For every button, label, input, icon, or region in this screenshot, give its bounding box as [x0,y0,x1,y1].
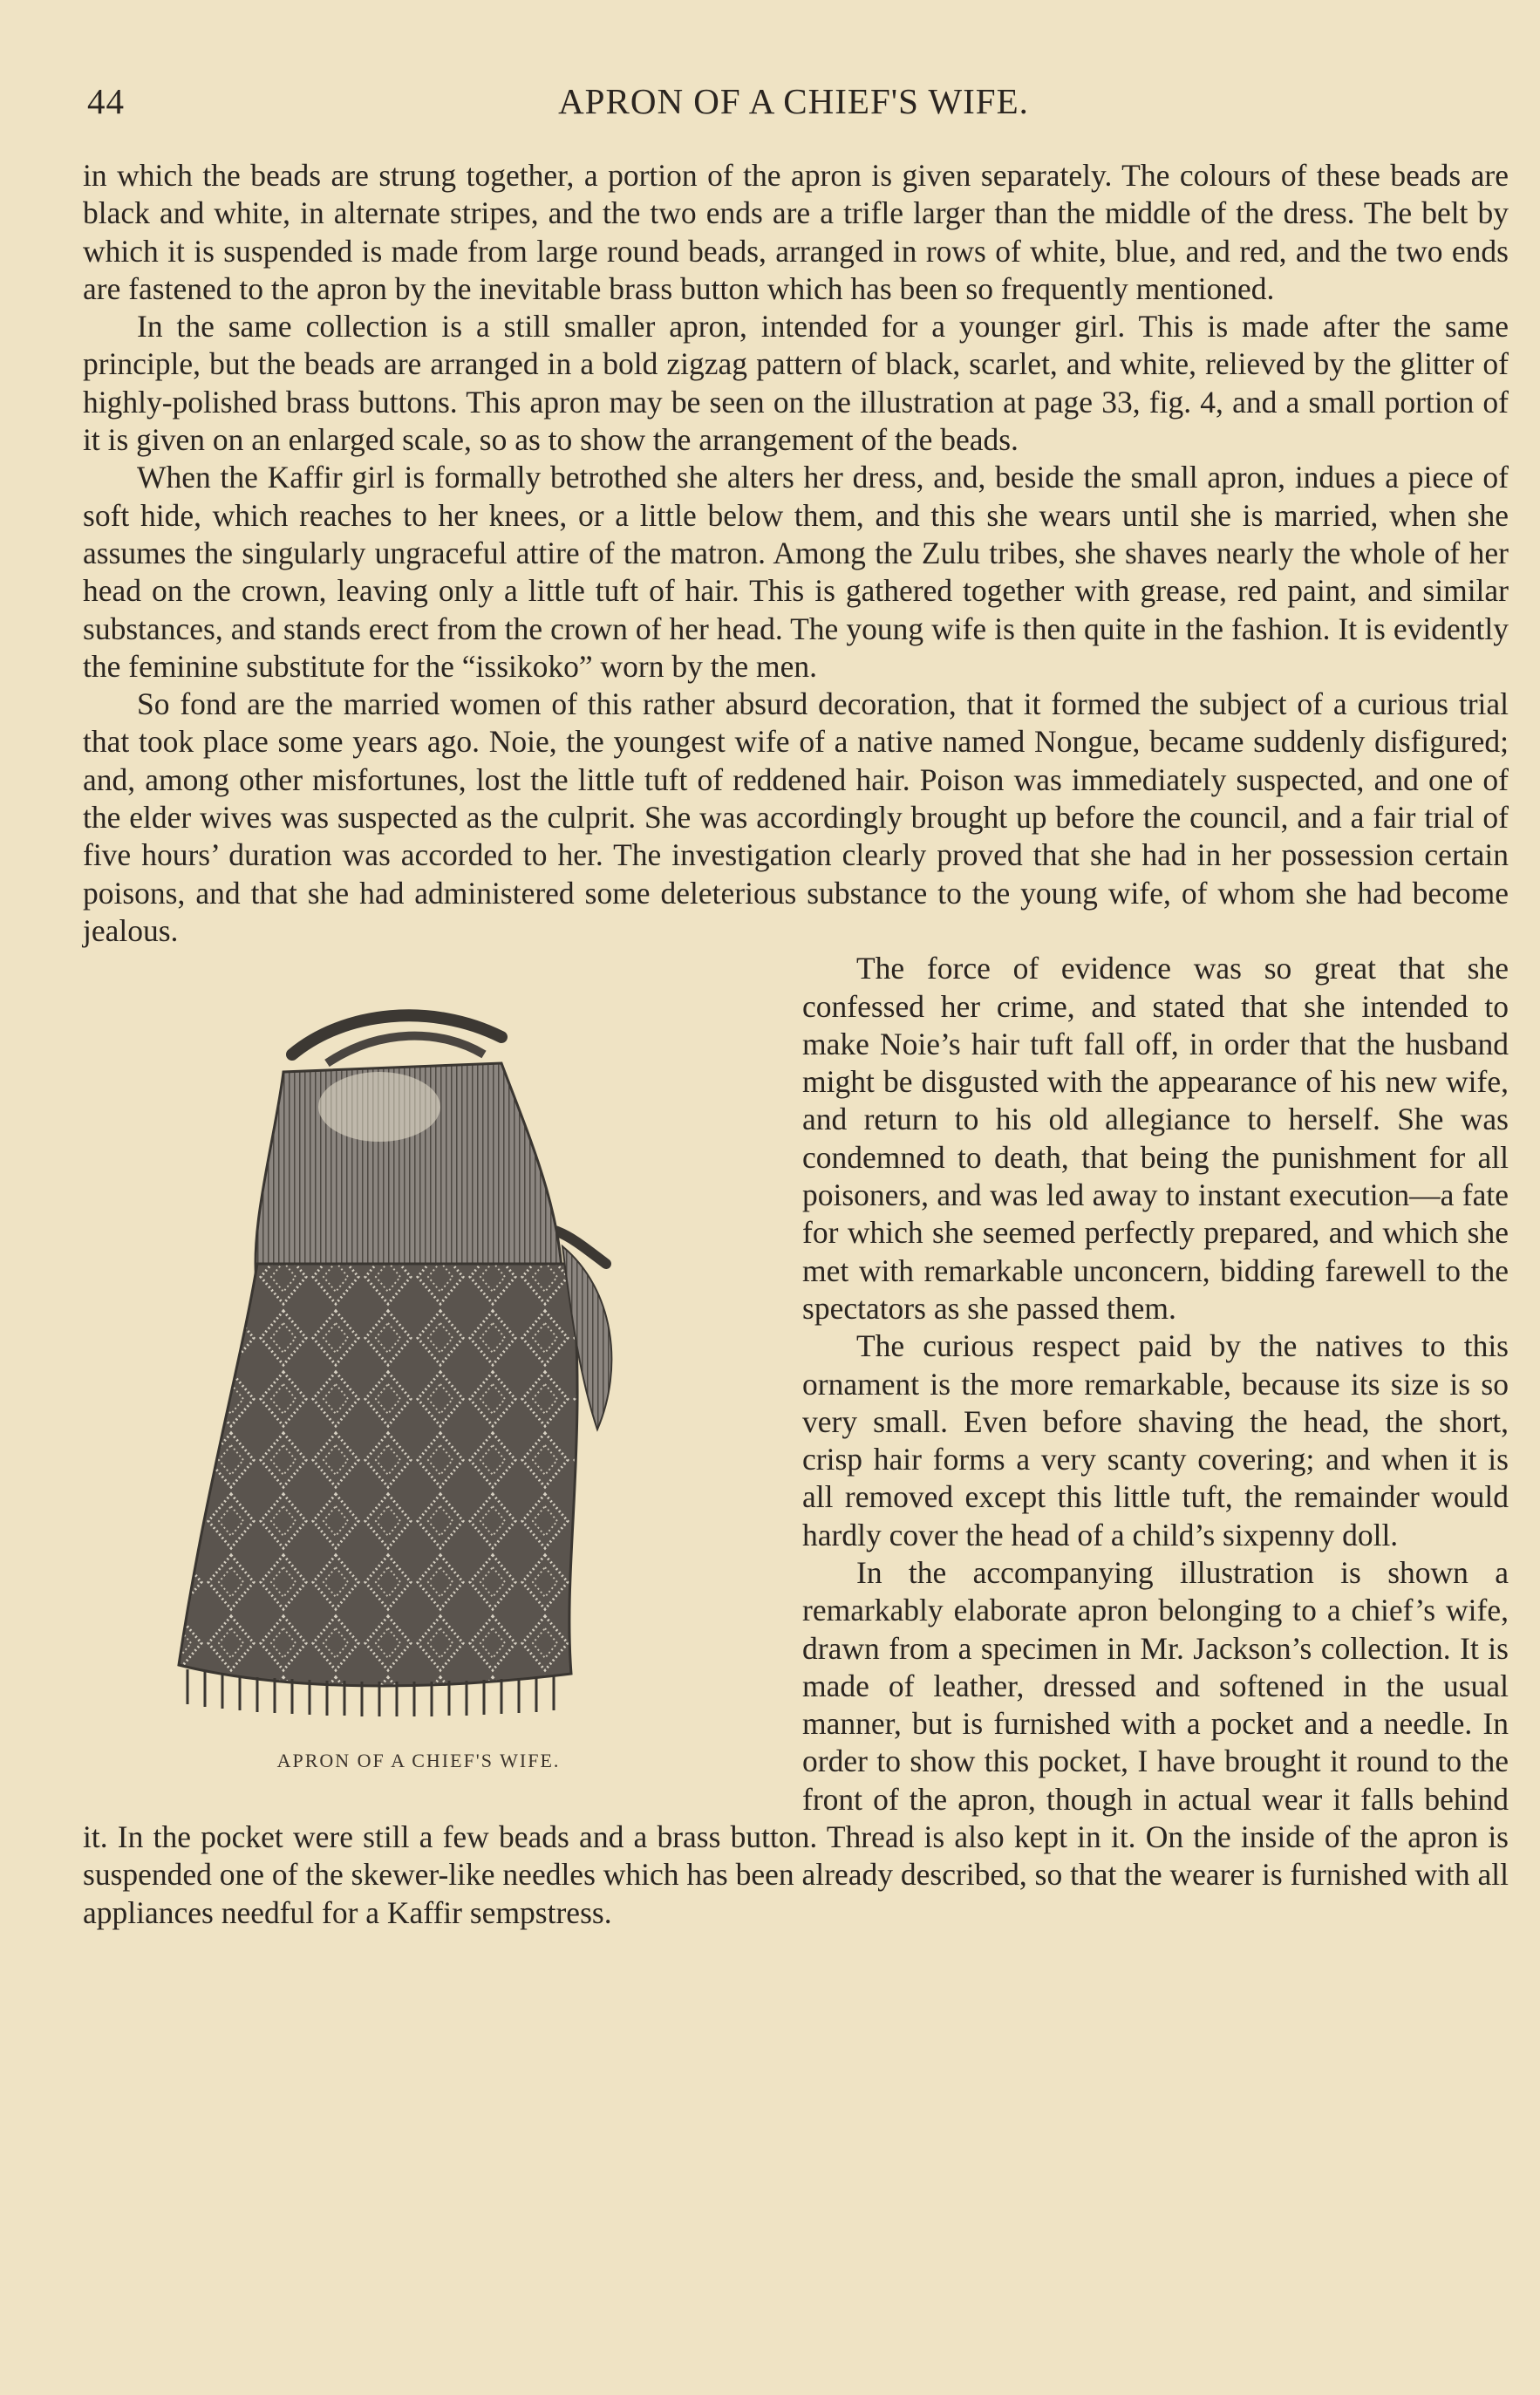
apron-engraving [153,1002,676,1752]
figure-caption: APRON OF A CHIEF'S WIFE. [276,1750,561,1772]
paragraph: In the same collection is a still smaller apron, intended for a younger girl. This is made after the same principle, but the beads are arranged in a bold zigzag pattern of black, scarlet, and white, relieved by the glitter of highly-polished brass buttons. This apron may be seen on the illustration at page 33, fig. 4, and a small portion of it is given on an enlarged scale, so as to show the arrangement of the beads. [83,309,1509,458]
paragraph: When the Kaffir girl is formally betrothed she alters her dress, and, beside the small apron, indues a piece of soft hide, which reaches to her knees, or a little below them, and this she wears until she is married, when she assumes the singularly ungraceful attire of the matron. Among the Zulu tribes, she shaves nearly the whole of her head on the crown, leaving only a little tuft of hair. This is gathered together with grease, red paint, and similar substances, and stands erect from the crown of her head. The young wife is then quite in the fashion. It is evidently the feminine substitute for the “issikoko” worn by the men. [83,460,1509,684]
running-title: APRON OF A CHIEF'S WIFE. [558,81,1029,121]
apron-illustration [83,959,754,1805]
paragraph: in which the beads are strung together, a portion of the apron is given separately. The colours of these beads are black and white, in alternate stripes, and the two ends are a trifle larger than the middle of the dress. The belt by which it is suspended is made from large round beads, arranged in rows of white, blue, and red, and the two ends are fastened to the apron by the inevitable brass button which has been so frequently mentioned. [83,158,1509,306]
page-number: 44 [87,81,125,121]
page-header [87,80,1500,133]
paragraph: The curious respect paid by the natives to this ornament is the more remarkable, because its size is so very small. Even before shaving the head, the short, crisp hair forms a very scanty covering; and when it is all removed except this little tuft, the remainder would hardly cover the head of a child’s sixpenny doll. [802,1328,1509,1552]
paragraph: In the accompanying illustration is shown a remarkably elaborate apron belonging to a chief’s wife, drawn from a specimen in Mr. Jackson’s collection. It is made of leather, dressed and softened in the usual manner, but is furnished with a pocket and a needle. In order to show this pocket, I have brought it round to the front of the apron, though in actual wear it falls behind it. In the pocket were still a few beads and a brass button. Thread is also kept in it. On the inside of the apron is suspended one of the skewer-like needles which has been already described, so that the wearer is furnished with all appliances needful for a Kaffir sempstress. [83,1554,1509,1930]
paragraph: So fond are the married women of this rather absurd decoration, that it formed the subject of a curious trial that took place some years ago. Noie, the youngest wife of a native named Nongue, became suddenly disfigured; and, among other misfortunes, lost the little tuft of reddened hair. Poison was immediately suspected, and one of the elder wives was suspected as the culprit. She was accordingly brought up before the council, and a fair trial of five hours’ duration was accorded to her. The investigation clearly proved that she had in her possession certain poisons, and that she had administered some deleterious substance to the young wife, of whom she had become jealous. [83,686,1509,948]
paragraph: The force of evidence was so great that she confessed her crime, and stated that she intended to make Noie’s hair tuft fall off, in order that the husband might be disgusted with the appearance of his new wife, and return to his old allegiance to herself. She was condemned to death, that being the punishment for all poisoners, and was led away to instant execution—a fate for which she seemed perfectly prepared, and which she met with remarkable unconcern, bidding farewell to the spectators as she passed them. [802,951,1509,1326]
body-text [83,157,1509,1932]
